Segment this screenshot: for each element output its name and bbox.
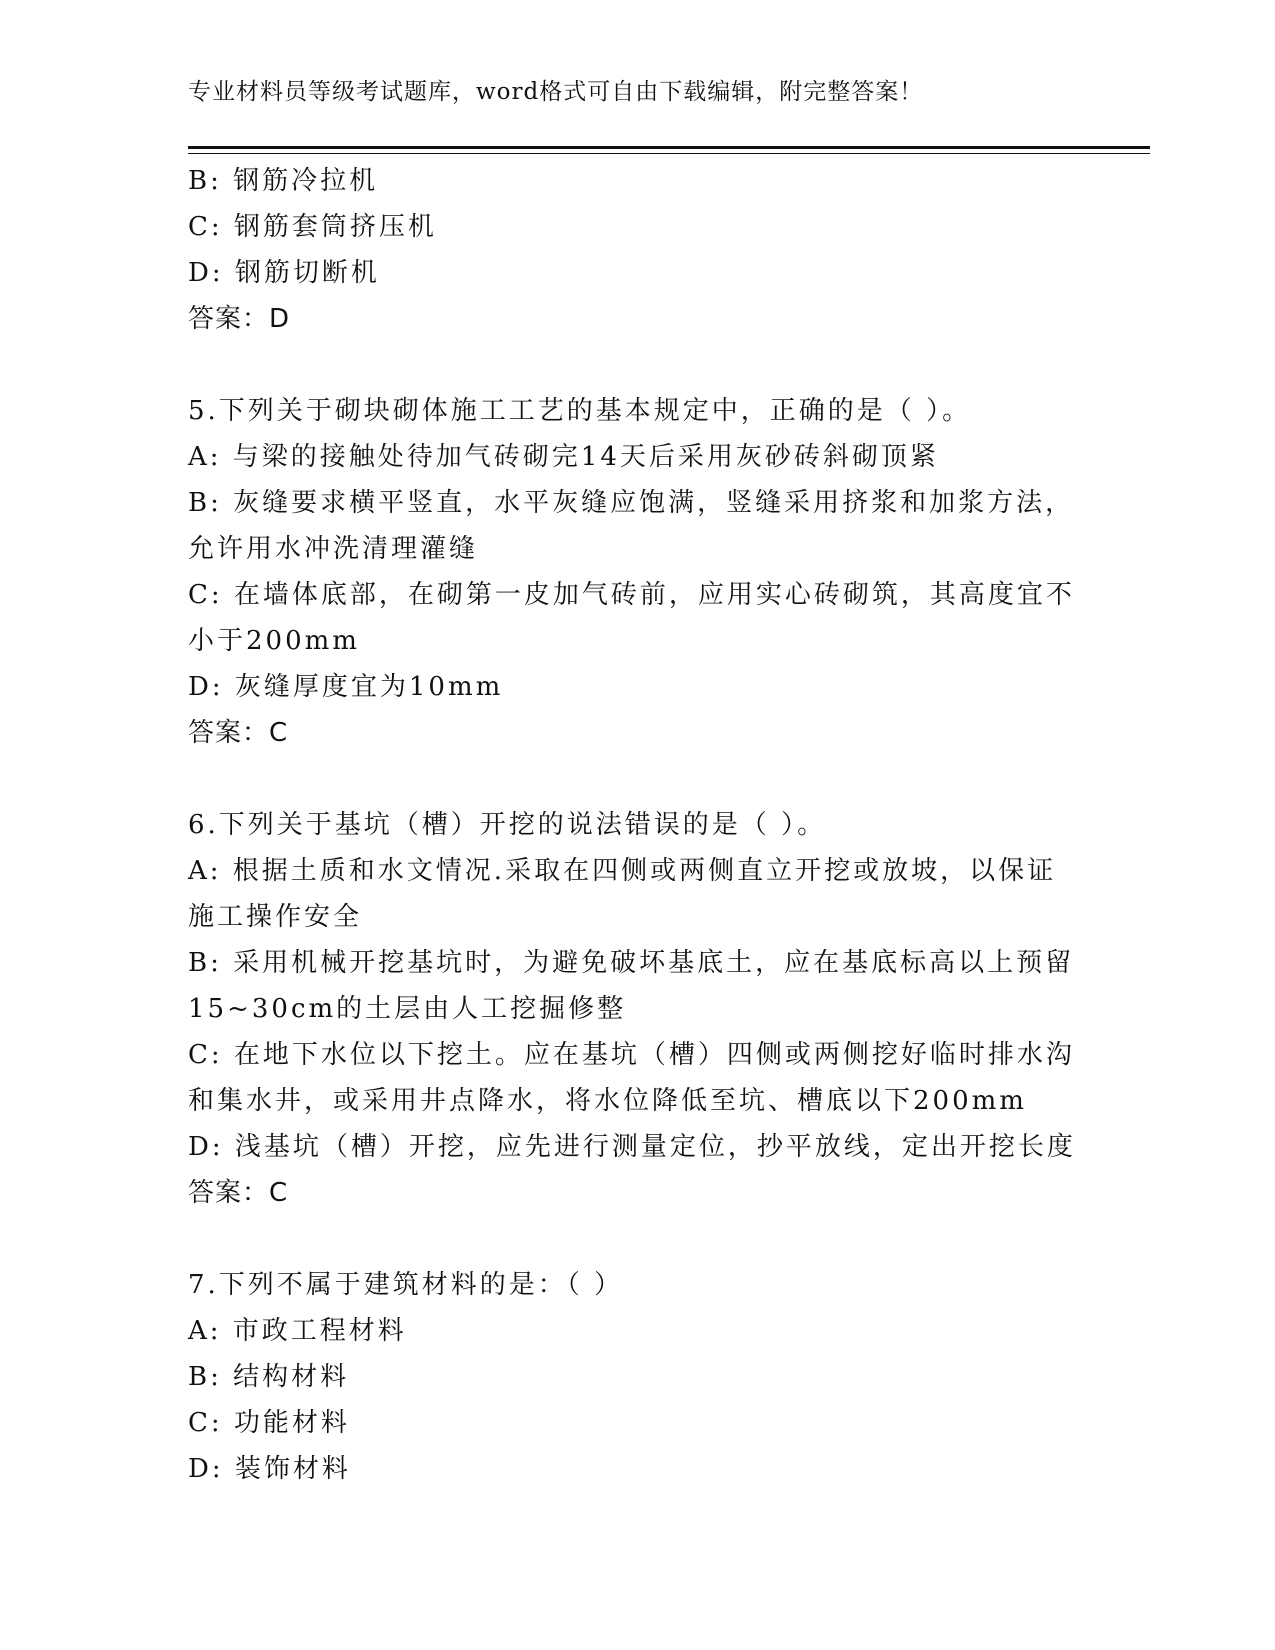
option-d: D: 装饰材料 <box>188 1454 351 1484</box>
option-d: D: 灰缝厚度宜为10mm <box>188 672 504 702</box>
answer: 答案：C <box>188 718 289 748</box>
option-b: B: 结构材料 <box>188 1362 350 1392</box>
option-b: B: 灰缝要求横平竖直，水平灰缝应饱满，竖缝采用挤浆和加浆方法， <box>188 488 1075 518</box>
option-b-continued: 允许用水冲洗清理灌缝 <box>188 534 479 564</box>
option-c: C: 在墙体底部，在砌第一皮加气砖前，应用实心砖砌筑，其高度宜不 <box>188 580 1075 610</box>
question-7 <box>188 1262 1088 1492</box>
option-d: D: 钢筋切断机 <box>188 258 380 288</box>
option-a: A: 市政工程材料 <box>188 1316 407 1346</box>
header-rule-thick <box>188 146 1150 149</box>
question-text: 5.下列关于砌块砌体施工工艺的基本规定中，正确的是（ ）。 <box>188 396 972 426</box>
option-a: A: 与梁的接触处待加气砖砌完14天后采用灰砂砖斜砌顶紧 <box>188 442 939 472</box>
question-text: 7.下列不属于建筑材料的是：（ ） <box>188 1270 624 1300</box>
question-text: 6.下列关于基坑（槽）开挖的说法错误的是（ ）。 <box>188 810 827 840</box>
option-b: B: 采用机械开挖基坑时，为避免破坏基底土，应在基底标高以上预留 <box>188 948 1075 978</box>
option-c: C: 钢筋套筒挤压机 <box>188 212 437 242</box>
previous-question-tail <box>188 158 1088 342</box>
option-c: C: 在地下水位以下挖土。应在基坑（槽）四侧或两侧挖好临时排水沟 <box>188 1040 1075 1070</box>
question-5 <box>188 388 1088 756</box>
option-c: C: 功能材料 <box>188 1408 350 1438</box>
document-body <box>188 158 1088 1492</box>
option-a-continued: 施工操作安全 <box>188 902 363 932</box>
option-b-continued: 15~30cm的土层由人工挖掘修整 <box>188 994 627 1024</box>
option-c-continued: 和集水井，或采用井点降水，将水位降低至坑、槽底以下200mm <box>188 1086 1027 1116</box>
page-header: 专业材料员等级考试题库，word格式可自由下载编辑，附完整答案！ <box>188 79 924 105</box>
answer: 答案：D <box>188 304 291 334</box>
question-6 <box>188 802 1088 1216</box>
answer: 答案：C <box>188 1178 289 1208</box>
option-a: A: 根据土质和水文情况.采取在四侧或两侧直立开挖或放坡，以保证 <box>188 856 1057 886</box>
option-c-continued: 小于200mm <box>188 626 360 656</box>
option-b: B: 钢筋冷拉机 <box>188 166 379 196</box>
header-rule-thin <box>188 153 1150 154</box>
option-d: D: 浅基坑（槽）开挖，应先进行测量定位，抄平放线，定出开挖长度 <box>188 1132 1076 1162</box>
